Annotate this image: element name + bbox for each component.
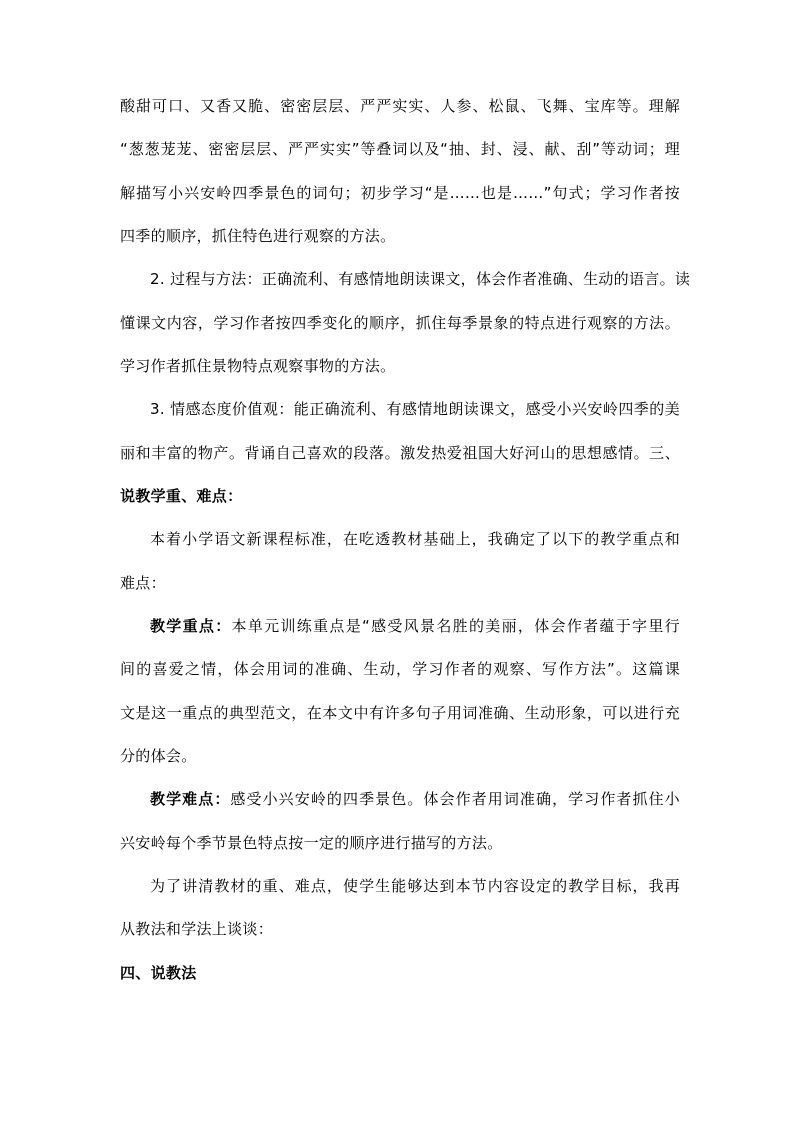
text-line: 分的体会。: [120, 747, 197, 765]
text-line: 从教法和学法上谈谈：: [120, 920, 274, 938]
text-line: 学习作者抓住景物特点观察事物的方法。: [120, 357, 396, 375]
text-line: [150, 616, 680, 636]
key-point-text: 本单元训练重点是“感受风景名胜的美丽，体会作者蕴于字里行: [231, 617, 680, 635]
text-line: 解描写小兴安岭四季景色的词句；初步学习“是……也是……”句式；学习作者按: [120, 184, 680, 202]
text-line: 2. 过程与方法：正确流利、有感情地朗读课文，体会作者准确、生动的语言。读: [150, 270, 691, 288]
text-line: 3. 情感态度价值观：能正确流利、有感情地朗读课文，感受小兴安岭四季的美: [150, 400, 680, 418]
section-heading: 四、说教法: [120, 964, 197, 982]
text-line: [150, 789, 680, 809]
text-line: 间的喜爱之情，体会用词的准确、生动，学习作者的观察、写作方法”。这篇课: [120, 660, 680, 678]
key-point-label: 教学重点：: [150, 617, 232, 635]
text-line: 丽和丰富的物产。背诵自己喜欢的段落。激发热爱祖国大好河山的思想感情。三、: [120, 444, 680, 462]
difficulty-text: 感受小兴安岭的四季景色。体会作者用词准确，学习作者抓住小: [230, 790, 680, 808]
text-line: 兴安岭每个季节景色特点按一定的顺序进行描写的方法。: [120, 834, 503, 852]
section-heading: 说教学重、难点：: [120, 487, 243, 505]
text-line: 难点：: [120, 574, 166, 592]
text-line: 懂课文内容，学习作者按四季变化的顺序，抓住每季景象的特点进行观察的方法。: [120, 314, 680, 332]
text-line: 四季的顺序，抓住特色进行观察的方法。: [120, 227, 396, 245]
text-line: 本着小学语文新课程标准，在吃透教材基础上，我确定了以下的教学重点和: [150, 530, 680, 548]
text-line: 为了讲清教材的重、难点，使学生能够达到本节内容设定的教学目标，我再: [150, 877, 680, 895]
text-line: “葱葱茏茏、密密层层、严严实实”等叠词以及“抽、封、浸、献、刮”等动词；理: [120, 140, 680, 158]
text-line: 文是这一重点的典型范文，在本文中有许多句子用词准确、生动形象，可以进行充: [120, 704, 680, 722]
text-line: 酸甜可口、又香又脆、密密层层、严严实实、人参、松鼠、飞舞、宝库等。理解: [120, 97, 680, 115]
difficulty-label: 教学难点：: [150, 790, 231, 808]
